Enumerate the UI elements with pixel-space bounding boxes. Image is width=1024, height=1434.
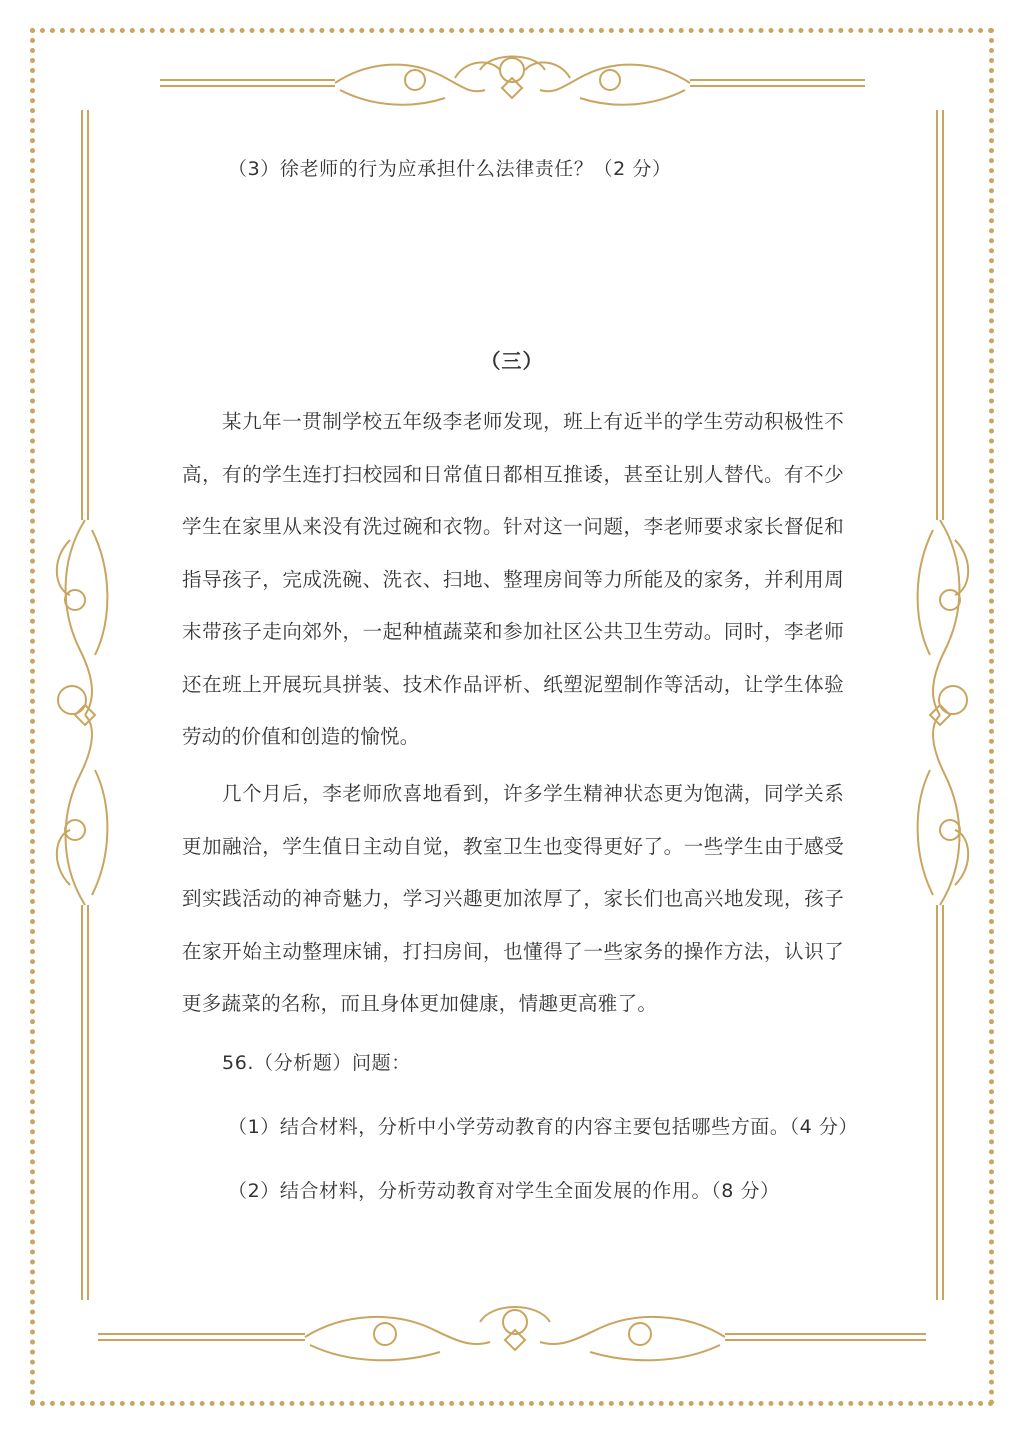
material-paragraph-1: 某九年一贯制学校五年级李老师发现，班上有近半的学生劳动积极性不高，有的学生连打扫校园和日常值日都相互推诿，甚至让别人替代。有不少学生在家里从来没有洗过碗和衣物。针对这一问题，李老师要求家长督促和指导孩子，完成洗碗、洗衣、扫地、整理房间等力所能及的家务，并利用周末带孩子走向郊外，一起种植蔬菜和参加社区公共卫生劳动。同时，李老师还在班上开展玩具拼装、技术作品评析、纸塑泥塑制作等活动，让学生体验劳动的价值和创造的愉悦。 [182,410,844,748]
question-56-header: 56.（分析题）问题： [222,1052,411,1074]
question-3: （3）徐老师的行为应承担什么法律责任？（2 分） [228,158,672,180]
section-heading: （三） [480,349,544,373]
sub-question-2: （2）结合材料，分析劳动教育对学生全面发展的作用。（8 分） [228,1180,780,1202]
sub-question-1: （1）结合材料，分析中小学劳动教育的内容主要包括哪些方面。（4 分） [228,1116,859,1138]
material-paragraph-2: 几个月后，李老师欣喜地看到，许多学生精神状态更为饱满，同学关系更加融洽，学生值日主动自觉，教室卫生也变得更好了。一些学生由于感受到实践活动的神奇魅力，学习兴趣更加浓厚了，家长们也高兴地发现，孩子在家开始主动整理床铺，打扫房间，也懂得了一些家务的操作方法，认识了更多蔬菜的名称，而且身体更加健康，情趣更高雅了。 [182,782,844,1015]
